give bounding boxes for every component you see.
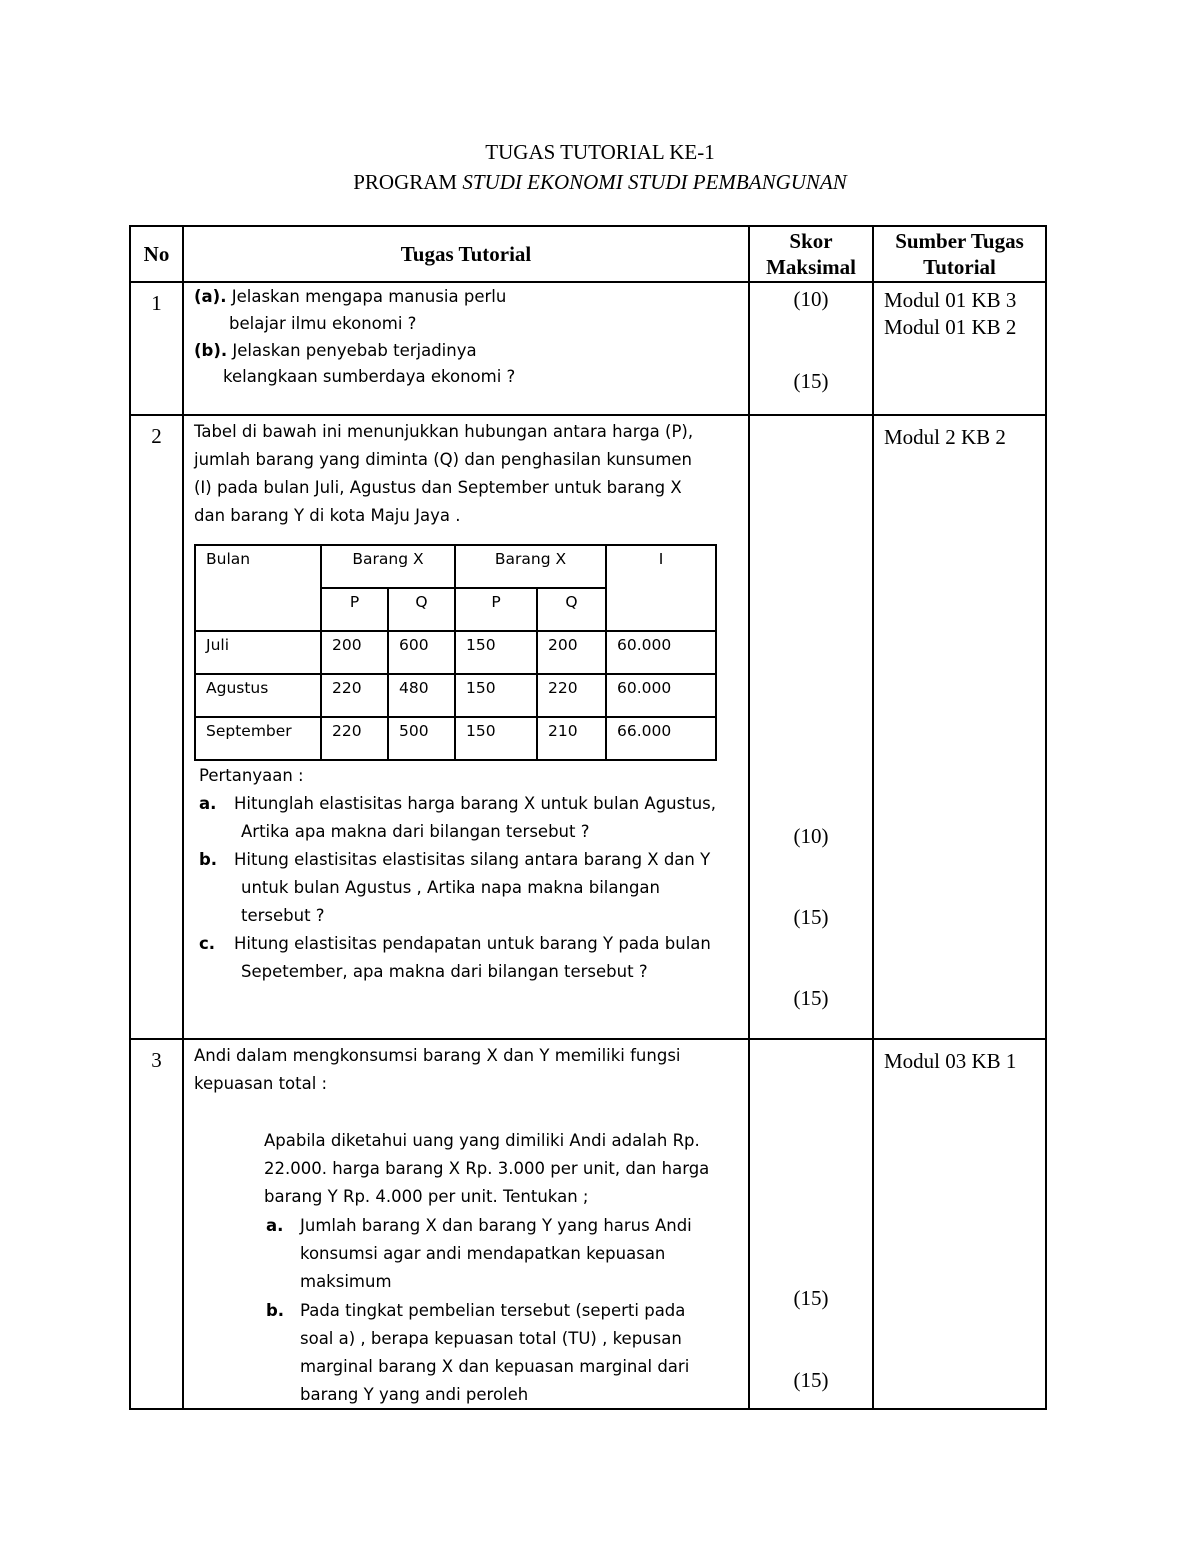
col-header-score: Skor Maksimal xyxy=(749,226,873,282)
header-barang-1: Barang X xyxy=(321,545,455,588)
score-value: (15) xyxy=(793,369,829,393)
col-header-task: Tugas Tutorial xyxy=(183,226,749,282)
score-value: (15) xyxy=(793,905,829,929)
question-marker: b. xyxy=(266,1301,285,1320)
header-q: Q xyxy=(537,588,606,631)
question-a-cont: belajar ilmu ekonomi ? xyxy=(229,314,417,333)
source-cell xyxy=(873,282,1046,415)
table-row xyxy=(130,282,1046,415)
intro-line: Tabel di bawah ini menunjukkan hubungan antara harga (P), xyxy=(194,422,694,441)
question-b: (b). Jelaskan penyebab terjadinya xyxy=(194,341,477,360)
question-marker: c. xyxy=(199,934,216,953)
source-ref: Modul 2 KB 2 xyxy=(884,425,1006,449)
cell-value: 220 xyxy=(321,674,388,717)
intro-line: dan barang Y di kota Maju Jaya . xyxy=(194,506,461,525)
header-bulan: Bulan xyxy=(195,545,321,631)
question-a: (a). Jelaskan mengapa manusia perlu xyxy=(194,287,507,306)
cell-value: 150 xyxy=(455,674,537,717)
table-row xyxy=(130,1039,1046,1409)
question-text: soal a) , berapa kepuasan total (TU) , kepusan xyxy=(300,1329,682,1348)
question-text: Jumlah barang X dan barang Y yang harus Andi xyxy=(300,1216,692,1235)
table-row xyxy=(195,674,716,717)
intro-line: jumlah barang yang diminta (Q) dan penghasilan kunsumen xyxy=(194,450,693,469)
score-value: (15) xyxy=(793,1368,829,1392)
intro-line: kepuasan total : xyxy=(194,1074,328,1093)
cell-value: 220 xyxy=(321,717,388,760)
question-marker: b. xyxy=(199,850,218,869)
row-number: 3 xyxy=(130,1039,183,1409)
question-text: Hitung elastisitas pendapatan untuk barang Y pada bulan xyxy=(234,934,711,953)
row-number: 1 xyxy=(130,282,183,415)
score-cell xyxy=(749,282,873,415)
cell-value: 210 xyxy=(537,717,606,760)
score-cell xyxy=(749,415,873,1039)
cell-value: 200 xyxy=(321,631,388,674)
question-text: barang Y yang andi peroleh xyxy=(300,1385,529,1404)
question-text: Artika apa makna dari bilangan tersebut ? xyxy=(241,822,590,841)
cell-month: Juli xyxy=(195,631,321,674)
program-name: STUDI EKONOMI STUDI PEMBANGUNAN xyxy=(462,170,847,194)
cell-value: 66.000 xyxy=(606,717,716,760)
row-number: 2 xyxy=(130,415,183,1039)
cell-value: 60.000 xyxy=(606,631,716,674)
cell-value: 220 xyxy=(537,674,606,717)
source-ref: Modul 01 KB 3 xyxy=(884,288,1017,312)
col-header-no: No xyxy=(130,226,183,282)
question-label: Pertanyaan : xyxy=(199,766,304,785)
table-row xyxy=(195,631,716,674)
program-prefix: PROGRAM xyxy=(353,170,458,194)
body-line: 22.000. harga barang X Rp. 3.000 per unit, dan harga xyxy=(264,1159,710,1178)
question-text: konsumsi agar andi mendapatkan kepuasan xyxy=(300,1244,666,1263)
header-q: Q xyxy=(388,588,455,631)
question-marker: a. xyxy=(266,1216,284,1235)
table-row xyxy=(130,415,1046,1039)
score-value: (10) xyxy=(793,824,829,848)
source-cell xyxy=(873,415,1046,1039)
question-text: untuk bulan Agustus , Artika napa makna bilangan xyxy=(241,878,660,897)
cell-value: 200 xyxy=(537,631,606,674)
body-line: Apabila diketahui uang yang dimiliki Andi adalah Rp. xyxy=(264,1131,700,1150)
program-subtitle xyxy=(0,170,1200,195)
table-row xyxy=(195,717,716,760)
task-cell xyxy=(183,1039,749,1409)
score-cell xyxy=(749,1039,873,1409)
question-text: Pada tingkat pembelian tersebut (seperti pada xyxy=(300,1301,686,1320)
intro-line: Andi dalam mengkonsumsi barang X dan Y memiliki fungsi xyxy=(194,1046,681,1065)
header-p: P xyxy=(321,588,388,631)
score-value: (15) xyxy=(793,1286,829,1310)
header-p: P xyxy=(455,588,537,631)
question-text: marginal barang X dan kepuasan marginal dari xyxy=(300,1357,690,1376)
task-cell xyxy=(183,415,749,1039)
cell-value: 60.000 xyxy=(606,674,716,717)
cell-value: 150 xyxy=(455,717,537,760)
source-ref: Modul 01 KB 2 xyxy=(884,315,1017,339)
table-header-row xyxy=(130,226,1046,282)
cell-month: Agustus xyxy=(195,674,321,717)
question-b-cont: kelangkaan sumberdaya ekonomi ? xyxy=(223,367,516,386)
body-line: barang Y Rp. 4.000 per unit. Tentukan ; xyxy=(264,1187,589,1206)
task-cell xyxy=(183,282,749,415)
question-text: Sepetember, apa makna dari bilangan tersebut ? xyxy=(241,962,648,981)
question-text: maksimum xyxy=(300,1272,392,1291)
source-cell xyxy=(873,1039,1046,1409)
header-barang-2: Barang X xyxy=(455,545,606,588)
question-text: Hitung elastisitas elastisitas silang antara barang X dan Y xyxy=(234,850,711,869)
score-value: (15) xyxy=(793,986,829,1010)
document-title: TUGAS TUTORIAL KE-1 xyxy=(485,140,715,164)
cell-month: September xyxy=(195,717,321,760)
intro-line: (I) pada bulan Juli, Agustus dan September untuk barang X xyxy=(194,478,682,497)
question-marker: a. xyxy=(199,794,217,813)
cell-value: 150 xyxy=(455,631,537,674)
header-income: I xyxy=(606,545,716,631)
col-header-source: Sumber Tugas Tutorial xyxy=(873,226,1046,282)
tutorial-task-table xyxy=(129,225,1047,1410)
question-text: Hitunglah elastisitas harga barang X untuk bulan Agustus, xyxy=(234,794,716,813)
cell-value: 600 xyxy=(388,631,455,674)
source-ref: Modul 03 KB 1 xyxy=(884,1049,1017,1073)
cell-value: 500 xyxy=(388,717,455,760)
score-value: (10) xyxy=(793,287,829,311)
cell-value: 480 xyxy=(388,674,455,717)
price-quantity-table xyxy=(194,544,717,761)
question-text: tersebut ? xyxy=(241,906,325,925)
